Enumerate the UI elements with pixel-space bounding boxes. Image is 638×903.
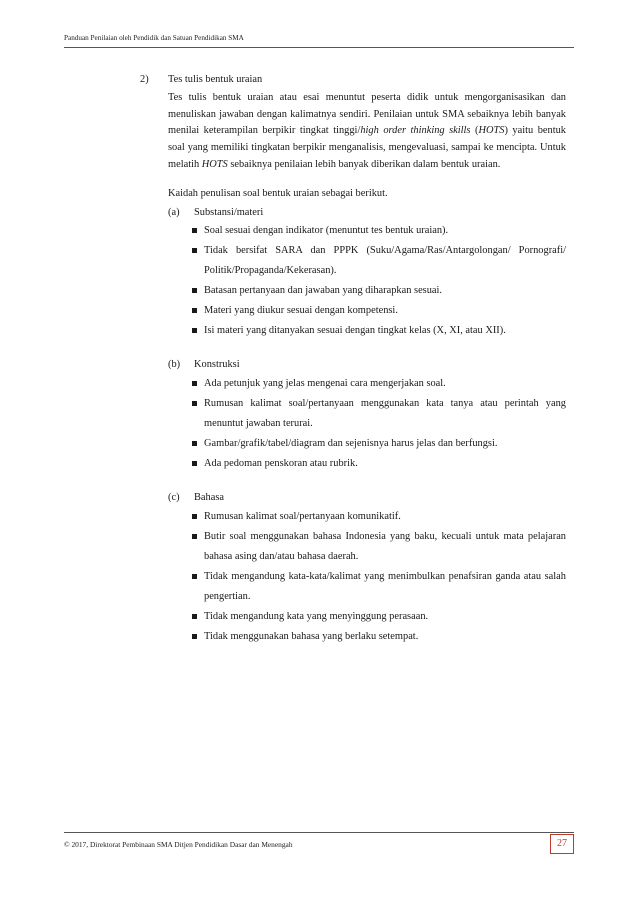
- section-letter: (a): [168, 206, 180, 218]
- list-item-text: Materi yang diukur sesuai dengan kompetensi.: [204, 305, 398, 317]
- section-heading: [140, 205, 566, 222]
- list-item: [140, 301, 566, 321]
- list-item: [140, 434, 566, 454]
- page-header-title: Panduan Penilaian oleh Pendidik dan Satuan Pendidikan SMA: [64, 34, 244, 42]
- section-title: Konstruksi: [194, 359, 240, 371]
- list-item: [140, 221, 566, 241]
- section-bahasa: [140, 490, 566, 647]
- para-text-3: ) yaitu bentuk soal yang memiliki tingkatan berpikir menganalisis, mengevaluasi, sampai ke mencipta. Untuk melatih: [168, 125, 566, 170]
- bullet-list: [140, 374, 566, 474]
- list-item-text: Batasan pertanyaan dan jawaban yang diharapkan sesuai.: [204, 285, 443, 297]
- section-heading: [140, 357, 566, 374]
- para-text-1: Tes tulis bentuk uraian atau esai menuntut peserta didik untuk mengorganisasikan dan menuliskan jawaban dengan kalimatnya sendiri. Penilaian untuk SMA sebaiknya lebih banyak menilai keterampilan berpikir tingkat tinggi/: [168, 91, 566, 137]
- list-item-text: Rumusan kalimat soal/pertanyaan komunikatif.: [204, 510, 401, 522]
- rules-intro: Kaidah penulisan soal bentuk uraian sebagai berikut.: [168, 187, 388, 199]
- para-italic-1: high order thinking skills: [360, 125, 471, 137]
- list-item: [140, 627, 566, 647]
- list-item: [140, 607, 566, 627]
- square-bullet-icon: [192, 461, 197, 466]
- square-bullet-icon: [192, 288, 197, 293]
- list-item: [140, 241, 566, 281]
- section-letter: (c): [168, 492, 180, 504]
- square-bullet-icon: [192, 308, 197, 313]
- square-bullet-icon: [192, 441, 197, 446]
- para-text-4: sebaiknya penilaian lebih banyak diberikan dalam bentuk uraian.: [227, 158, 501, 170]
- square-bullet-icon: [192, 534, 197, 539]
- list-item-text: Tidak mengandung kata-kata/kalimat yang menimbulkan penafsiran ganda atau salah pengertian.: [204, 570, 566, 602]
- list-item: [140, 321, 566, 341]
- section-letter: (b): [168, 359, 181, 371]
- list-item: [140, 281, 566, 301]
- header-divider: [64, 47, 574, 48]
- square-bullet-icon: [192, 248, 197, 253]
- list-item-text: Soal sesuai dengan indikator (menuntut tes bentuk uraian).: [204, 225, 449, 237]
- section-title: Bahasa: [194, 492, 225, 504]
- list-item-text: Tidak bersifat SARA dan PPPK (Suku/Agama/Ras/Antargolongan/ Pornografi/ Politik/Propaganda/Kekerasan).: [204, 245, 566, 277]
- list-item-text: Ada petunjuk yang jelas mengenai cara mengerjakan soal.: [204, 378, 446, 390]
- list-item: [140, 394, 566, 434]
- list-item-text: Gambar/grafik/tabel/diagram dan sejenisnya harus jelas dan berfungsi.: [204, 438, 498, 450]
- square-bullet-icon: [192, 574, 197, 579]
- square-bullet-icon: [192, 328, 197, 333]
- section-heading: [140, 490, 566, 507]
- item-heading: [140, 72, 566, 89]
- square-bullet-icon: [192, 514, 197, 519]
- list-item: [140, 374, 566, 394]
- list-item-text: Butir soal menggunakan bahasa Indonesia yang baku, kecuali untuk mata pelajaran bahasa asing dan/atau bahasa daerah.: [204, 530, 566, 562]
- square-bullet-icon: [192, 228, 197, 233]
- square-bullet-icon: [192, 634, 197, 639]
- square-bullet-icon: [192, 614, 197, 619]
- bullet-list: [140, 221, 566, 341]
- footer-divider: [64, 832, 574, 833]
- item-number: 2): [140, 74, 149, 85]
- page-content: [140, 72, 566, 647]
- list-item-text: Tidak menggunakan bahasa yang berlaku setempat.: [204, 630, 419, 642]
- list-item: [140, 567, 566, 607]
- list-item-text: Rumusan kalimat soal/pertanyaan menggunakan kata tanya atau perintah yang menuntut jawaban terurai.: [204, 398, 566, 430]
- list-item-text: Tidak mengandung kata yang menyinggung perasaan.: [204, 610, 429, 622]
- list-item: [140, 507, 566, 527]
- square-bullet-icon: [192, 401, 197, 406]
- list-item-text: Ada pedoman penskoran atau rubrik.: [204, 458, 358, 470]
- para-italic-3: HOTS: [201, 158, 228, 170]
- item-title: Tes tulis bentuk uraian: [168, 74, 263, 85]
- para-text-2: (: [470, 125, 479, 137]
- list-item-text: Isi materi yang ditanyakan sesuai dengan tingkat kelas (X, XI, atau XII).: [204, 325, 506, 337]
- section-title: Substansi/materi: [194, 206, 264, 218]
- footer-copyright: © 2017, Direktorat Pembinaan SMA Ditjen Pendidikan Dasar dan Menengah: [64, 840, 293, 849]
- square-bullet-icon: [192, 381, 197, 386]
- intro-paragraph: [140, 90, 566, 174]
- bullet-list: [140, 507, 566, 647]
- list-item: [140, 454, 566, 474]
- list-item: [140, 527, 566, 567]
- page-number: 27: [550, 834, 574, 854]
- section-konstruksi: [140, 357, 566, 474]
- para-italic-2: HOTS: [478, 125, 505, 137]
- section-substansi: [140, 205, 566, 342]
